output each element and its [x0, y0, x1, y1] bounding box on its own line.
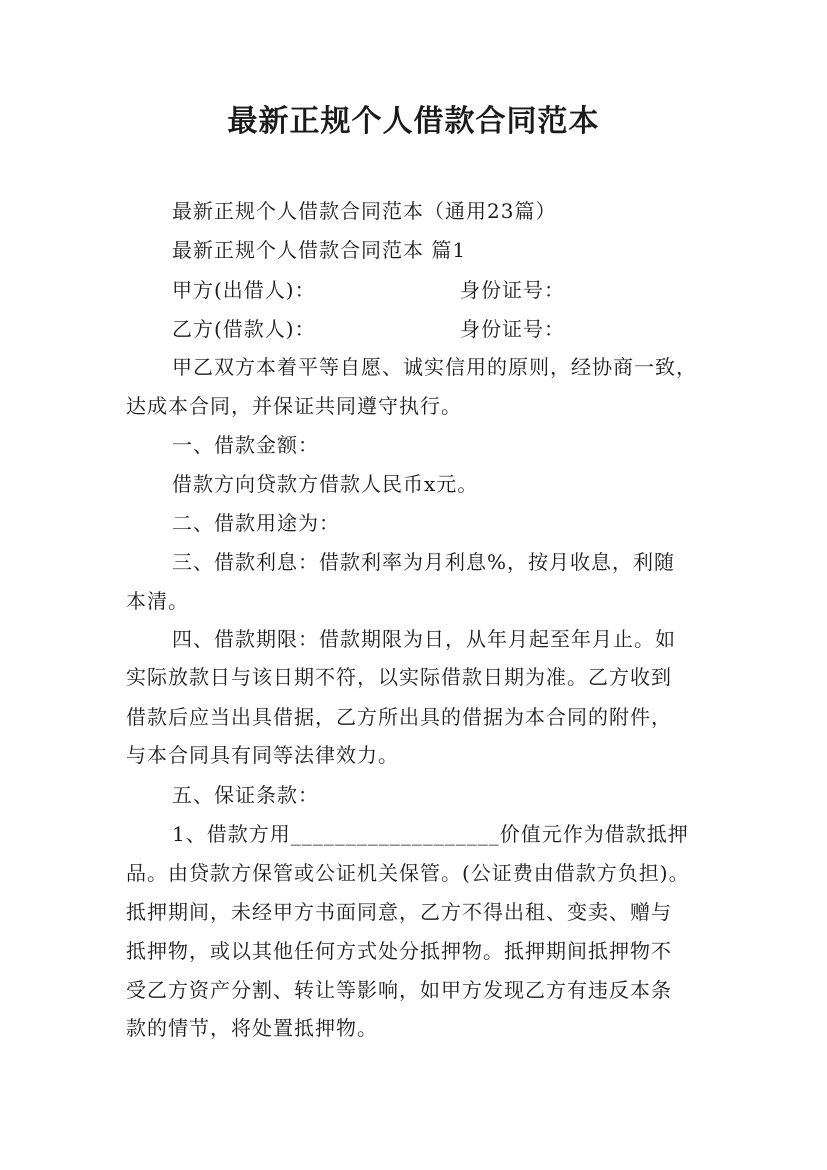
clause-heading: 二、借款用途为： [172, 511, 340, 535]
paragraph-line: 实际放款日与该日期不符，以实际借款日期为准。乙方收到 [126, 665, 672, 689]
subtitle-line: 最新正规个人借款合同范本（通用23篇） [172, 199, 557, 223]
section-heading: 最新正规个人借款合同范本 篇1 [172, 238, 467, 262]
paragraph-line: 四、借款期限：借款期限为日，从年月起至年月止。如 [172, 627, 676, 651]
paragraph-line: 品。由贷款方保管或公证机关保管。(公证费由借款方负担)。 [126, 861, 690, 885]
lender-label: 甲方(出借人)： [172, 278, 316, 302]
clause-heading: 一、借款金额： [172, 433, 319, 457]
paragraph-line: 三、借款利息：借款利率为月利息%，按月收息，利随 [172, 550, 676, 574]
document-title: 最新正规个人借款合同范本 [227, 104, 600, 139]
clause-heading: 五、保证条款： [172, 783, 319, 807]
paragraph-line: 款的情节，将处置抵押物。 [126, 1016, 378, 1040]
paragraph-line: 受乙方资产分割、转让等影响，如甲方发现乙方有违反本条 [126, 978, 672, 1002]
paragraph-line: 达成本合同，并保证共同遵守执行。 [126, 394, 462, 418]
paragraph-line: 本清。 [126, 589, 189, 613]
paragraph-line: 借款后应当出具借据，乙方所出具的借据为本合同的附件， [126, 705, 672, 729]
paragraph-line: 抵押期间，未经甲方书面同意，乙方不得出租、变卖、赠与 [126, 900, 672, 924]
lender-id-label: 身份证号： [460, 278, 565, 302]
paragraph-line: 抵押物，或以其他任何方式处分抵押物。抵押期间抵押物不 [126, 939, 672, 963]
borrower-label: 乙方(借款人)： [172, 317, 316, 341]
borrower-id-label: 身份证号： [460, 317, 565, 341]
paragraph-line: 1、借款方用___________________价值元作为借款抵押 [172, 822, 689, 846]
paragraph-line: 借款方向贷款方借款人民币x元。 [172, 472, 479, 496]
paragraph-line: 与本合同具有同等法律效力。 [126, 743, 399, 767]
paragraph-line: 甲乙双方本着平等自愿、诚实信用的原则，经协商一致， [172, 355, 697, 379]
